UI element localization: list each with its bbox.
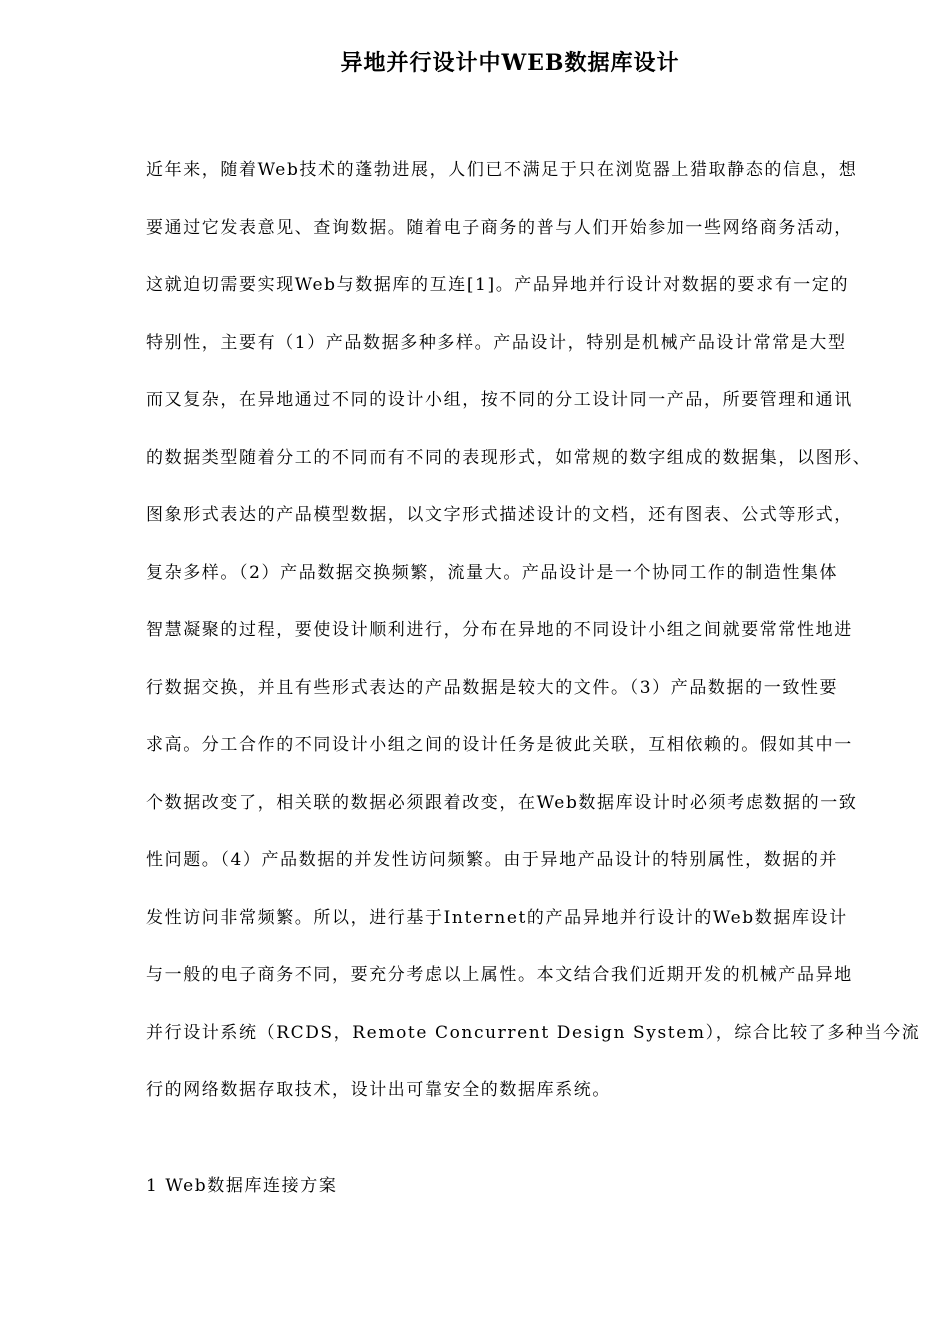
paragraph-line: 复杂多样。（2）产品数据交换频繁，流量大。产品设计是一个协同工作的制造性集体 [146,562,839,583]
paragraph-line: 特别性，主要有（1）产品数据多种多样。产品设计，特别是机械产品设计常常是大型 [146,332,847,353]
paragraph-line: 而又复杂，在异地通过不同的设计小组，按不同的分工设计同一产品，所要管理和通讯 [146,390,853,410]
paragraph-line: 与一般的电子商务不同，要充分考虑以上属性。本文结合我们近期开发的机械产品异地 [146,965,853,985]
paragraph-line: 图象形式表达的产品模型数据，以文字形式描述设计的文档，还有图表、公式等形式， [146,505,853,525]
document-title: 异地并行设计中WEB数据库设计 [340,50,680,76]
section-heading: 1 Web数据库连接方案 [146,1176,338,1196]
paragraph-line: 行的网络数据存取技术，设计出可靠安全的数据库系统。 [146,1080,611,1100]
paragraph-line: 这就迫切需要实现Web与数据库的互连[1]。产品异地并行设计对数据的要求有一定的 [146,275,850,295]
paragraph-line: 并行设计系统（RCDS，Remote Concurrent Design System），综合比较了多种当今流 [146,1022,921,1043]
paragraph-line: 的数据类型随着分工的不同而有不同的表现形式，如常规的数字组成的数据集，以图形、 [146,447,872,468]
paragraph-line: 近年来，随着Web技术的蓬勃进展，人们已不满足于只在浏览器上猎取静态的信息，想 [146,160,858,180]
paragraph-line: 智慧凝聚的过程，要使设计顺利进行，分布在异地的不同设计小组之间就要常常性地进 [146,620,853,640]
paragraph-line: 性问题。（4）产品数据的并发性访问频繁。由于异地产品设计的特别属性，数据的并 [146,850,839,870]
paragraph-line: 行数据交换，并且有些形式表达的产品数据是较大的文件。（3）产品数据的一致性要 [146,677,839,698]
paragraph-line: 要通过它发表意见、查询数据。随着电子商务的普与人们开始参加一些网络商务活动， [146,217,853,238]
paragraph-line: 发性访问非常频繁。所以，进行基于Internet的产品异地并行设计的Web数据库设计 [146,907,848,928]
paragraph-line: 求高。分工合作的不同设计小组之间的设计任务是彼此关联，互相依赖的。假如其中一 [146,735,853,755]
intro-paragraph [146,154,936,1132]
paragraph-line: 个数据改变了，相关联的数据必须跟着改变，在Web数据库设计时必须考虑数据的一致 [146,792,858,813]
